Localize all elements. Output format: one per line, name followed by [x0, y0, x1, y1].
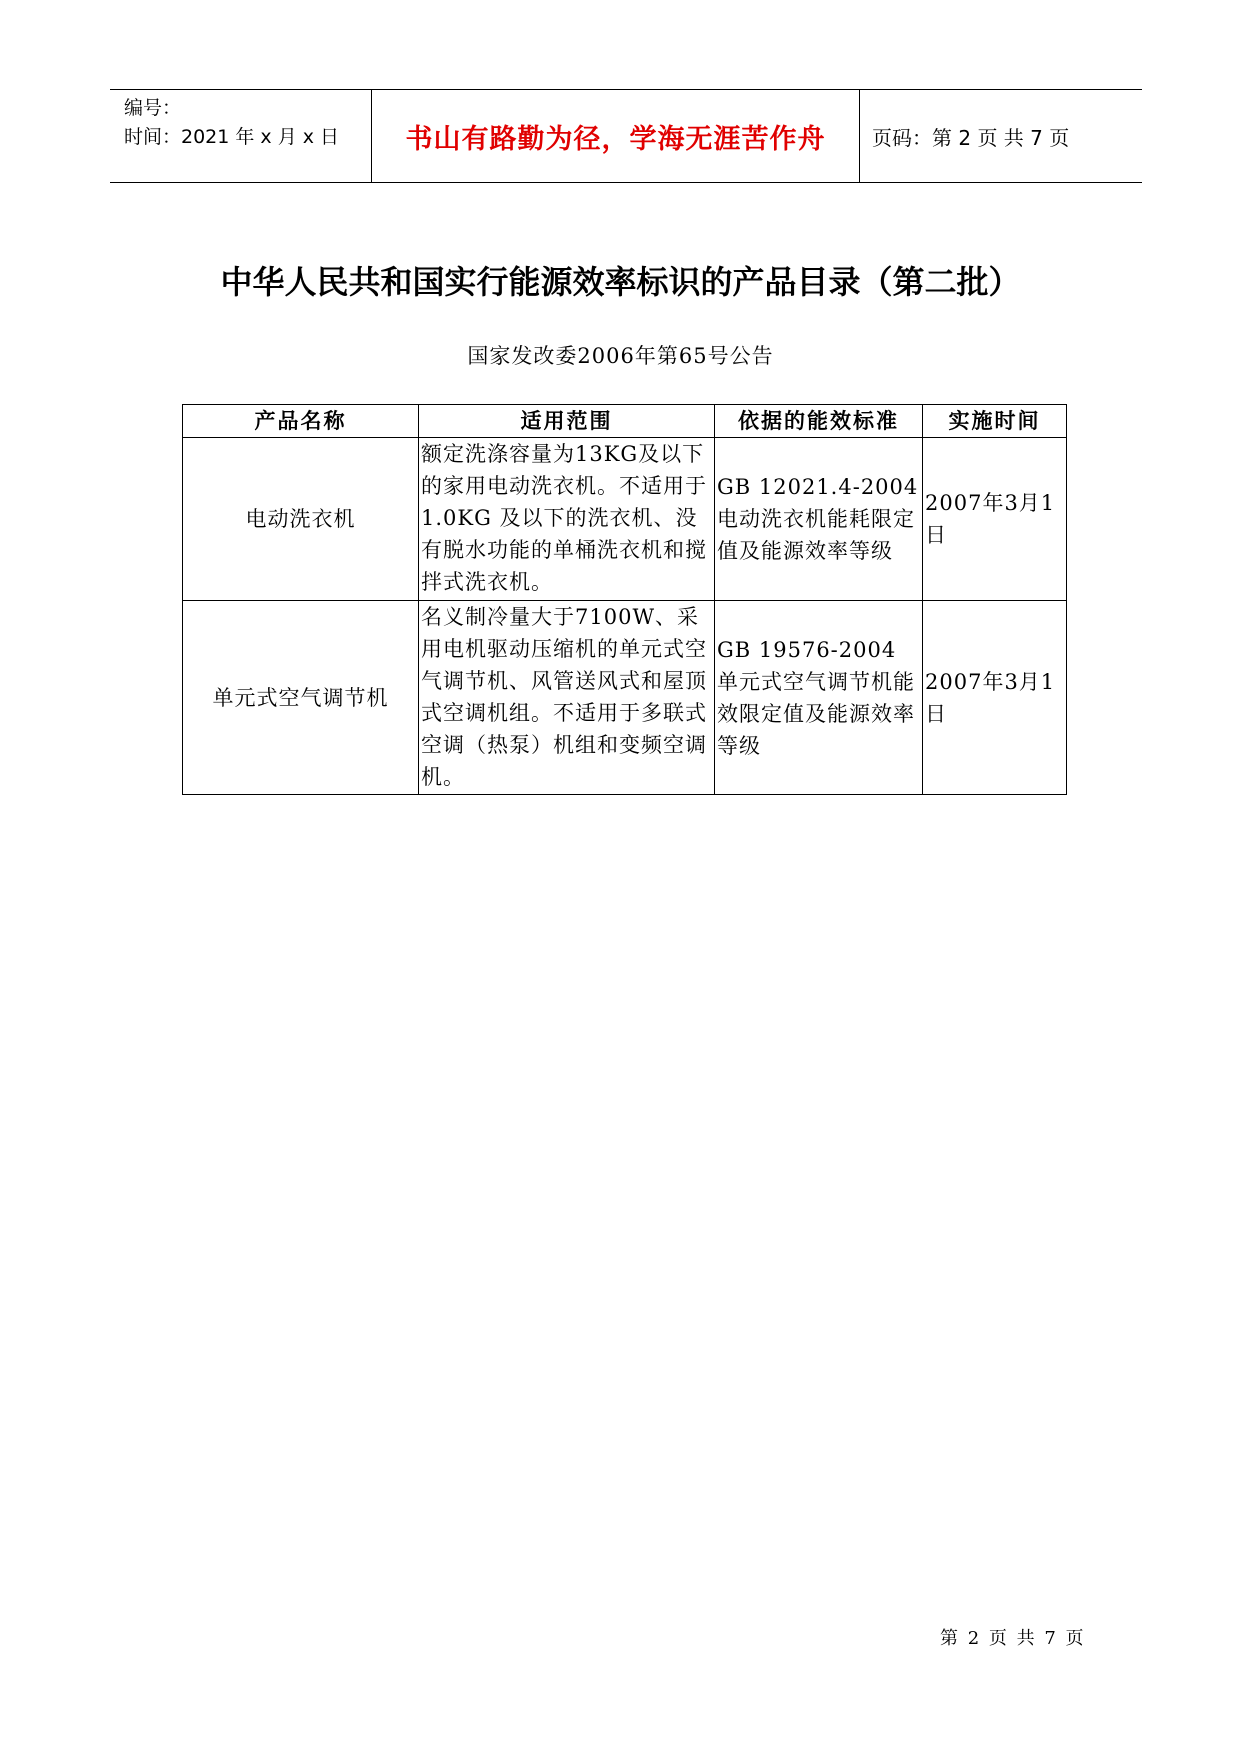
header-meta	[110, 90, 372, 182]
standard-cell: GB 12021.4-2004 电动洗衣机能耗限定值及能源效率等级	[715, 438, 923, 601]
page-label: 页码：第 2 页 共 7 页	[872, 125, 1070, 150]
product-name-cell: 电动洗衣机	[183, 438, 419, 601]
motto: 书山有路勤为径，学海无涯苦作舟	[405, 123, 826, 155]
header-page-cell	[860, 90, 1142, 182]
document-subtitle: 国家发改委2006年第65号公告	[467, 344, 774, 368]
product-name-cell: 单元式空气调节机	[183, 601, 419, 795]
document-title: 中华人民共和国实行能源效率标识的产品目录（第二批）	[220, 263, 1021, 301]
column-header: 适用范围	[419, 405, 715, 438]
time-label: 时间：2021 年 x 月 x 日	[124, 126, 340, 148]
scope-cell: 额定洗涤容量为13KG及以下的家用电动洗衣机。不适用于1.0KG 及以下的洗衣机、没有脱水功能的单桶洗衣机和搅拌式洗衣机。	[419, 438, 715, 601]
number-label: 编号：	[124, 97, 182, 119]
header-motto-cell	[372, 90, 860, 182]
table-row	[183, 601, 1067, 795]
standard-cell: GB 19576-2004 单元式空气调节机能效限定值及能源效率等级	[715, 601, 923, 795]
page-header	[110, 89, 1142, 183]
page-footer: 第 2 页 共 7 页	[940, 1628, 1086, 1649]
date-cell: 2007年3月1日	[923, 438, 1067, 601]
date-cell: 2007年3月1日	[923, 601, 1067, 795]
table-header-row	[183, 405, 1067, 438]
product-catalog-table	[182, 404, 1067, 795]
scope-cell: 名义制冷量大于7100W、采用电机驱动压缩机的单元式空气调节机、风管送风式和屋顶式空调机组。不适用于多联式空调（热泵）机组和变频空调机。	[419, 601, 715, 795]
column-header: 依据的能效标准	[715, 405, 923, 438]
column-header: 实施时间	[923, 405, 1067, 438]
table-row	[183, 438, 1067, 601]
column-header: 产品名称	[183, 405, 419, 438]
